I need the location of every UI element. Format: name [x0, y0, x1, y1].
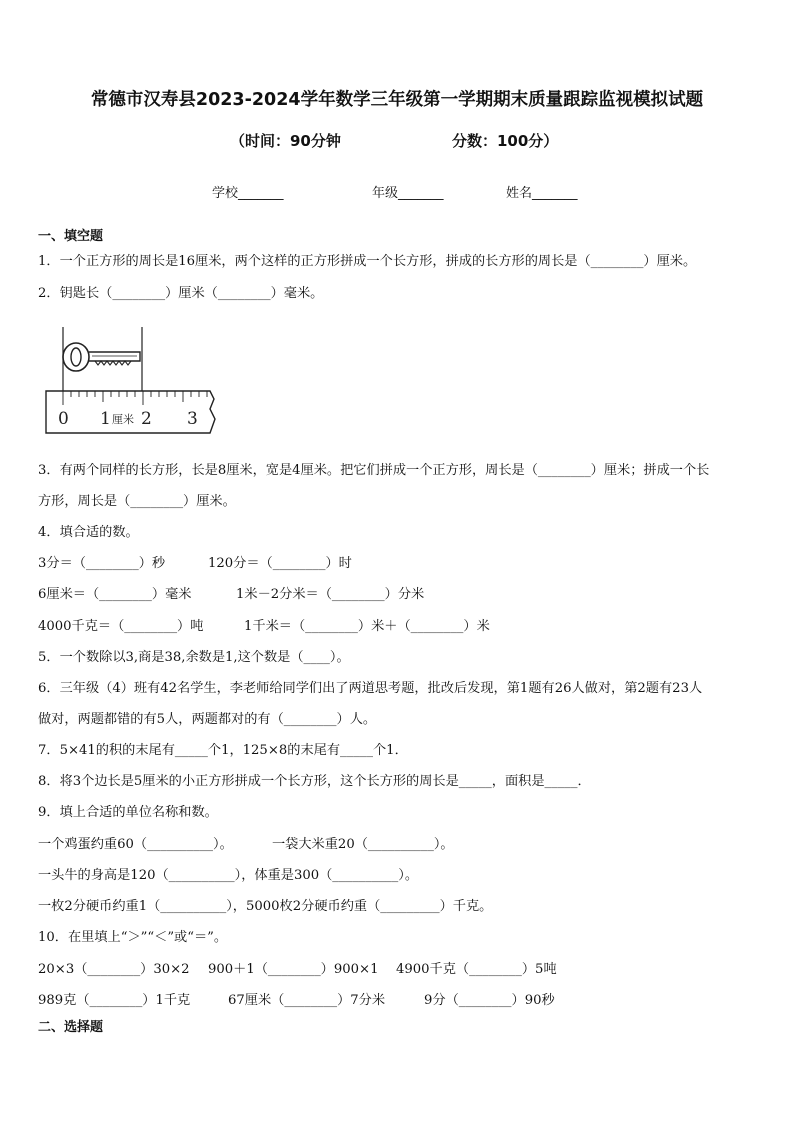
time-limit: （时间：90分钟 [230, 132, 341, 150]
tick-label-0: 0 [58, 409, 69, 429]
question-3-line-2: 方形，周长是（________）厘米。 [38, 494, 236, 509]
question-9-item-1b: 一袋大米重20（__________）。 [272, 837, 454, 852]
question-10-item-1b: 900＋1（________）900×1 [208, 962, 379, 977]
ruler-unit-label: 厘米 [112, 413, 134, 426]
question-4: 4．填合适的数。 [38, 525, 139, 540]
question-5: 5．一个数除以3,商是38,余数是1,这个数是（____）。 [38, 650, 350, 665]
question-3-line-1: 3．有两个同样的长方形，长是8厘米，宽是4厘米。把它们拼成一个正方形，周长是（________）厘米；拼成一个长 [38, 463, 710, 478]
question-6-line-2: 做对，两题都错的有5人，两题都对的有（________）人。 [38, 712, 377, 727]
tick-label-1: 1 [100, 409, 111, 429]
question-4-item-3b: 1千米＝（________）米＋（________）米 [244, 619, 490, 634]
question-9-item-3: 一枚2分硬币约重1（__________），5000枚2分硬币约重（_________）千克。 [38, 899, 493, 914]
question-8: 8．将3个边长是5厘米的小正方形拼成一个长方形，这个长方形的周长是_____，面积是_____． [38, 774, 591, 789]
question-4-item-1a: 3分＝（________）秒 [38, 556, 166, 571]
question-4-item-3a: 4000千克＝（________）吨 [38, 619, 204, 634]
question-9-item-2: 一头牛的身高是120（__________），体重是300（__________）。 [38, 868, 419, 883]
question-10-item-2c: 9分（________）90秒 [424, 993, 555, 1008]
question-7: 7．5×41的积的末尾有_____个1，125×8的末尾有_____个1． [38, 743, 408, 758]
question-9-item-1a: 一个鸡蛋约重60（__________）。 [38, 837, 233, 852]
question-4-item-2b: 1米－2分米＝（________）分米 [236, 587, 425, 602]
tick-label-2: 2 [141, 409, 152, 429]
section-heading-fill-blank: 一、填空题 [38, 229, 104, 244]
question-6-line-1: 6．三年级（4）班有42名学生，李老师给同学们出了两道思考题，批改后发现，第1题有26人做对，第2题有23人 [38, 681, 703, 696]
key-icon [63, 343, 140, 371]
question-4-item-1b: 120分＝（________）时 [208, 556, 352, 571]
question-10: 10．在里填上“＞”“＜”或“＝”。 [38, 930, 228, 945]
question-4-item-2a: 6厘米＝（________）毫米 [38, 587, 192, 602]
question-10-item-2a: 989克（________）1千克 [38, 993, 191, 1008]
question-10-item-1a: 20×3（________）30×2 [38, 962, 190, 977]
section-heading-multiple-choice: 二、选择题 [38, 1020, 104, 1035]
ruler-key-figure [40, 325, 230, 440]
question-9: 9．填上合适的单位名称和数。 [38, 805, 218, 820]
tick-label-3: 3 [187, 409, 198, 429]
total-score: 分数：100分） [452, 132, 559, 150]
school-field: 学校_______ [212, 186, 284, 201]
page-title: 常德市汉寿县2023-2024学年数学三年级第一学期期末质量跟踪监视模拟试题 [90, 90, 704, 110]
question-10-item-2b: 67厘米（________）7分米 [228, 993, 386, 1008]
question-10-item-1c: 4900千克（________）5吨 [396, 962, 557, 977]
grade-field: 年级_______ [372, 186, 444, 201]
name-field: 姓名_______ [506, 186, 578, 201]
question-1: 1．一个正方形的周长是16厘米，两个这样的正方形拼成一个长方形，拼成的长方形的周长是（________）厘米。 [38, 254, 697, 269]
question-2: 2．钥匙长（________）厘米（________）毫米。 [38, 286, 324, 301]
